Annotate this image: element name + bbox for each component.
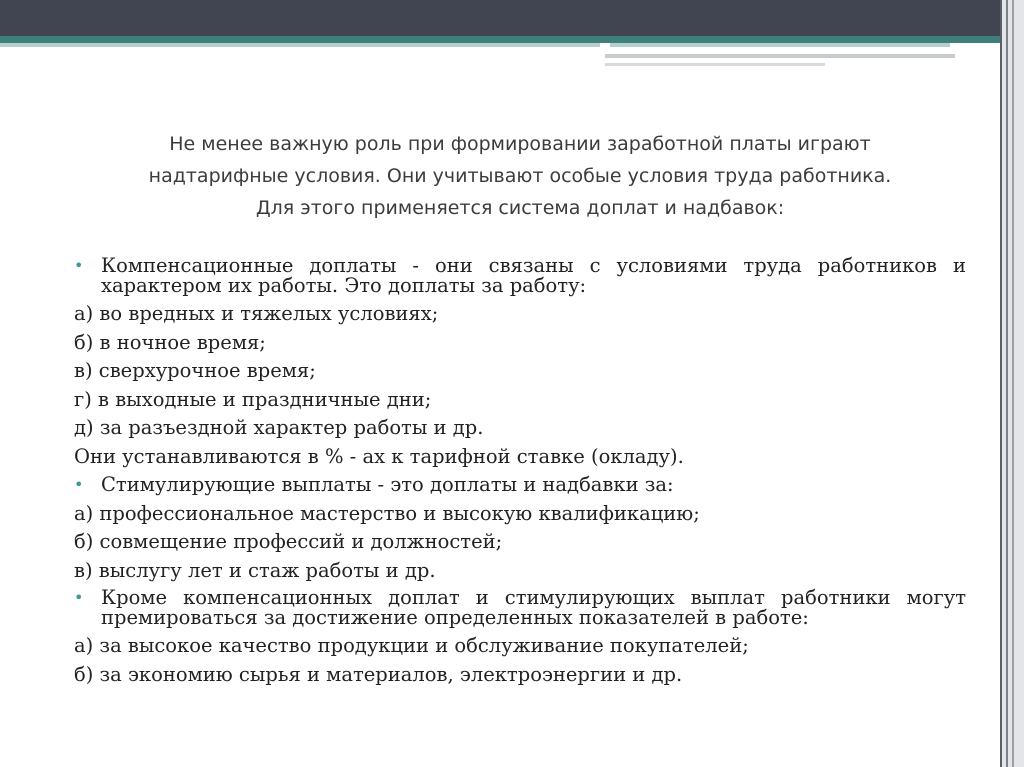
list-item: б) совмещение профессий и должностей;	[74, 530, 503, 553]
list-item: Они устанавливаются в % - ах к тарифной ставке (окладу).	[74, 444, 684, 468]
decor-line	[605, 54, 955, 58]
bullet-icon: •	[74, 256, 84, 275]
list-item: в) сверхурочное время;	[74, 359, 316, 382]
bullet-text: Стимулирующие выплаты - это доплаты и надбавки за:	[101, 473, 674, 496]
list-item: б) в ночное время;	[74, 330, 266, 354]
edge-line	[1012, 0, 1014, 767]
edge-line	[1006, 0, 1008, 767]
list-item: а) за высокое качество продукции и обслуживание покупателей;	[74, 634, 749, 657]
list-item: б) за экономию сырья и материалов, электроэнергии и др.	[74, 662, 683, 686]
slide-title	[60, 128, 980, 224]
list-item: г) в выходные и праздничные дни;	[74, 387, 432, 411]
bullet-text: Компенсационные доплаты - они связаны с условиями труда работников и характером их работы. Это доплаты за работу:	[101, 254, 966, 297]
header-light-stripe-right	[610, 43, 950, 47]
title-line: Не менее важную роль при формировании заработной платы играют	[169, 133, 871, 155]
header-light-stripe	[0, 43, 600, 47]
decor-line-short	[605, 63, 825, 66]
bullet-item	[74, 256, 966, 296]
list-item: д) за разъездной характер работы и др.	[74, 416, 484, 439]
bullet-text: Кроме компенсационных доплат и стимулирующих выплат работники могут премироваться за достижение определенных показателей в работе:	[101, 586, 966, 629]
list-item: а) во вредных и тяжелых условиях;	[74, 302, 439, 325]
edge-line	[1000, 0, 1002, 767]
title-line: надтарифные условия. Они учитывают особые условия труда работника.	[148, 165, 892, 187]
header-accent-stripe	[0, 36, 1000, 43]
title-line: Для этого применяется система доплат и надбавок:	[255, 197, 785, 219]
bullet-icon: •	[74, 475, 84, 494]
header-bar	[0, 0, 1000, 36]
bullet-item	[74, 588, 966, 628]
list-item: в) выслугу лет и стаж работы и др.	[74, 558, 436, 582]
bullet-item	[74, 471, 966, 500]
bullet-icon: •	[74, 588, 84, 607]
list-item: а) профессиональное мастерство и высокую квалификацию;	[74, 501, 700, 525]
slide-body	[74, 256, 966, 689]
